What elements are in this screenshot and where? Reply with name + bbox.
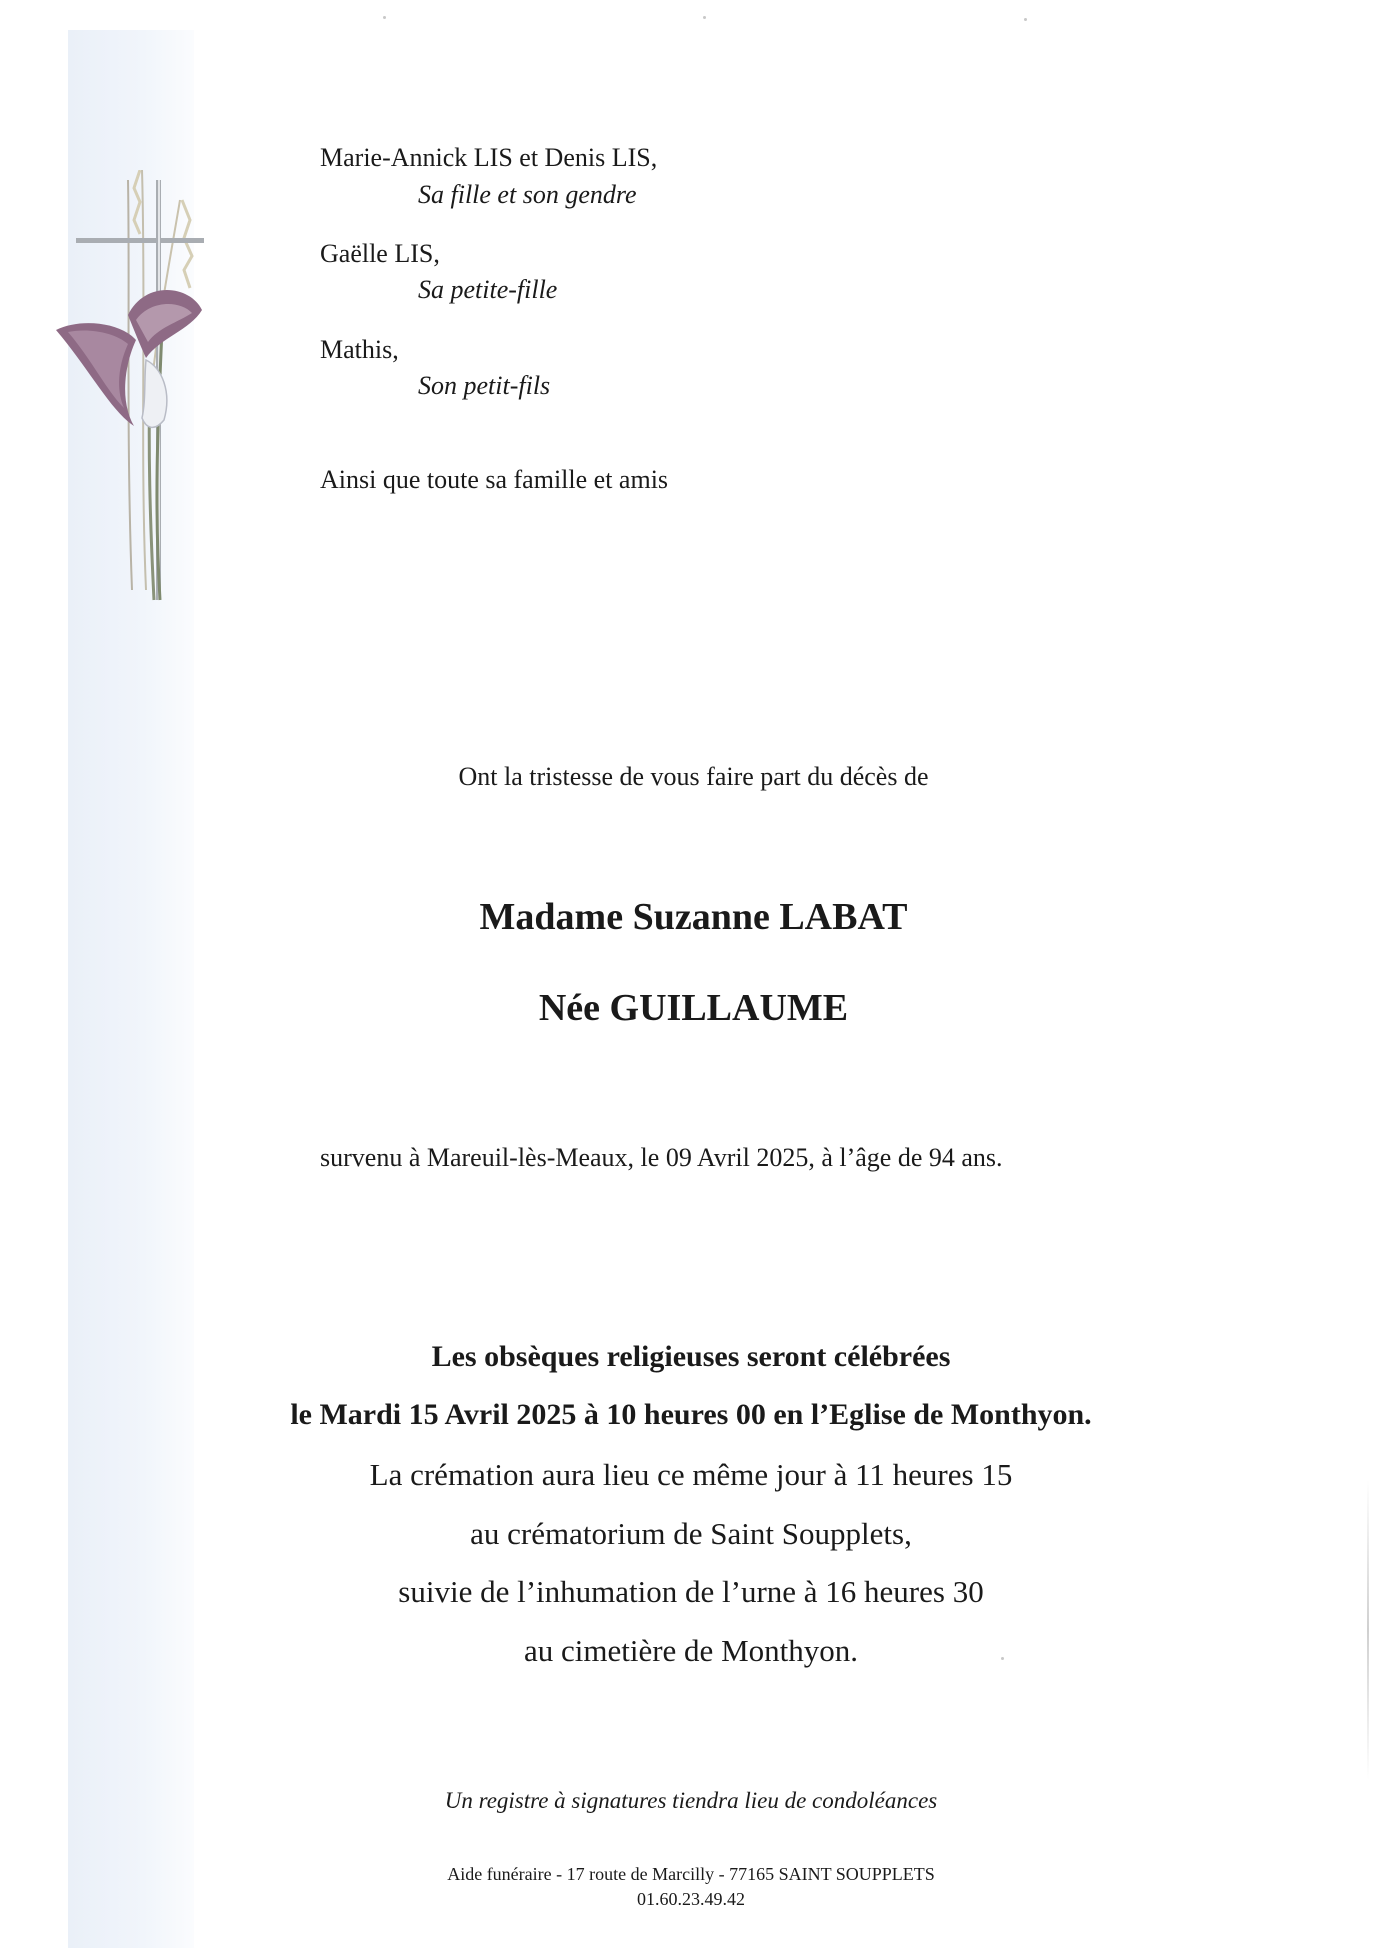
ceremony-line: Les obsèques religieuses seront célébrées bbox=[431, 1340, 951, 1373]
scan-speck bbox=[703, 16, 706, 19]
ceremony-line: suivie de l’inhumation de l’urne à 16 heures 30 bbox=[398, 1574, 984, 1609]
ceremony-line: le Mardi 15 Avril 2025 à 10 heures 00 en l’Eglise de Monthyon. bbox=[290, 1398, 1092, 1431]
scan-speck bbox=[1001, 1657, 1004, 1660]
family-member-name: Gaëlle LIS, bbox=[320, 239, 440, 268]
family-member-role: Sa fille et son gendre bbox=[418, 180, 637, 209]
death-details: survenu à Mareuil-lès-Meaux, le 09 Avril 2025, à l’âge de 94 ans. bbox=[320, 1143, 1003, 1172]
family-member-role: Son petit-fils bbox=[418, 371, 551, 400]
family-member-name: Marie-Annick LIS et Denis LIS, bbox=[320, 143, 658, 172]
family-closing: Ainsi que toute sa famille et amis bbox=[320, 465, 669, 494]
scan-edge-line bbox=[1367, 1480, 1369, 1780]
cross-and-calla-lily-illustration bbox=[50, 170, 210, 610]
ceremony-line: au cimetière de Monthyon. bbox=[523, 1633, 858, 1668]
deceased-name: Madame Suzanne LABAT bbox=[479, 896, 908, 938]
family-member-role: Sa petite-fille bbox=[418, 275, 558, 304]
funeral-home-phone: 01.60.23.49.42 bbox=[637, 1889, 745, 1909]
maiden-name: Née GUILLAUME bbox=[538, 987, 849, 1029]
scan-speck bbox=[383, 16, 386, 19]
scan-speck bbox=[1024, 18, 1027, 21]
ceremony-line: La crémation aura lieu ce même jour à 11 heures 15 bbox=[369, 1457, 1013, 1492]
ceremony-line: au crématorium de Saint Soupplets, bbox=[470, 1516, 912, 1551]
funeral-home-address: Aide funéraire - 17 route de Marcilly - 77165 SAINT SOUPPLETS bbox=[447, 1864, 935, 1884]
announcement-intro: Ont la tristesse de vous faire part du décès de bbox=[458, 762, 929, 791]
family-member-name: Mathis, bbox=[320, 335, 399, 364]
condolences-registry-note: Un registre à signatures tiendra lieu de condoléances bbox=[444, 1788, 938, 1813]
